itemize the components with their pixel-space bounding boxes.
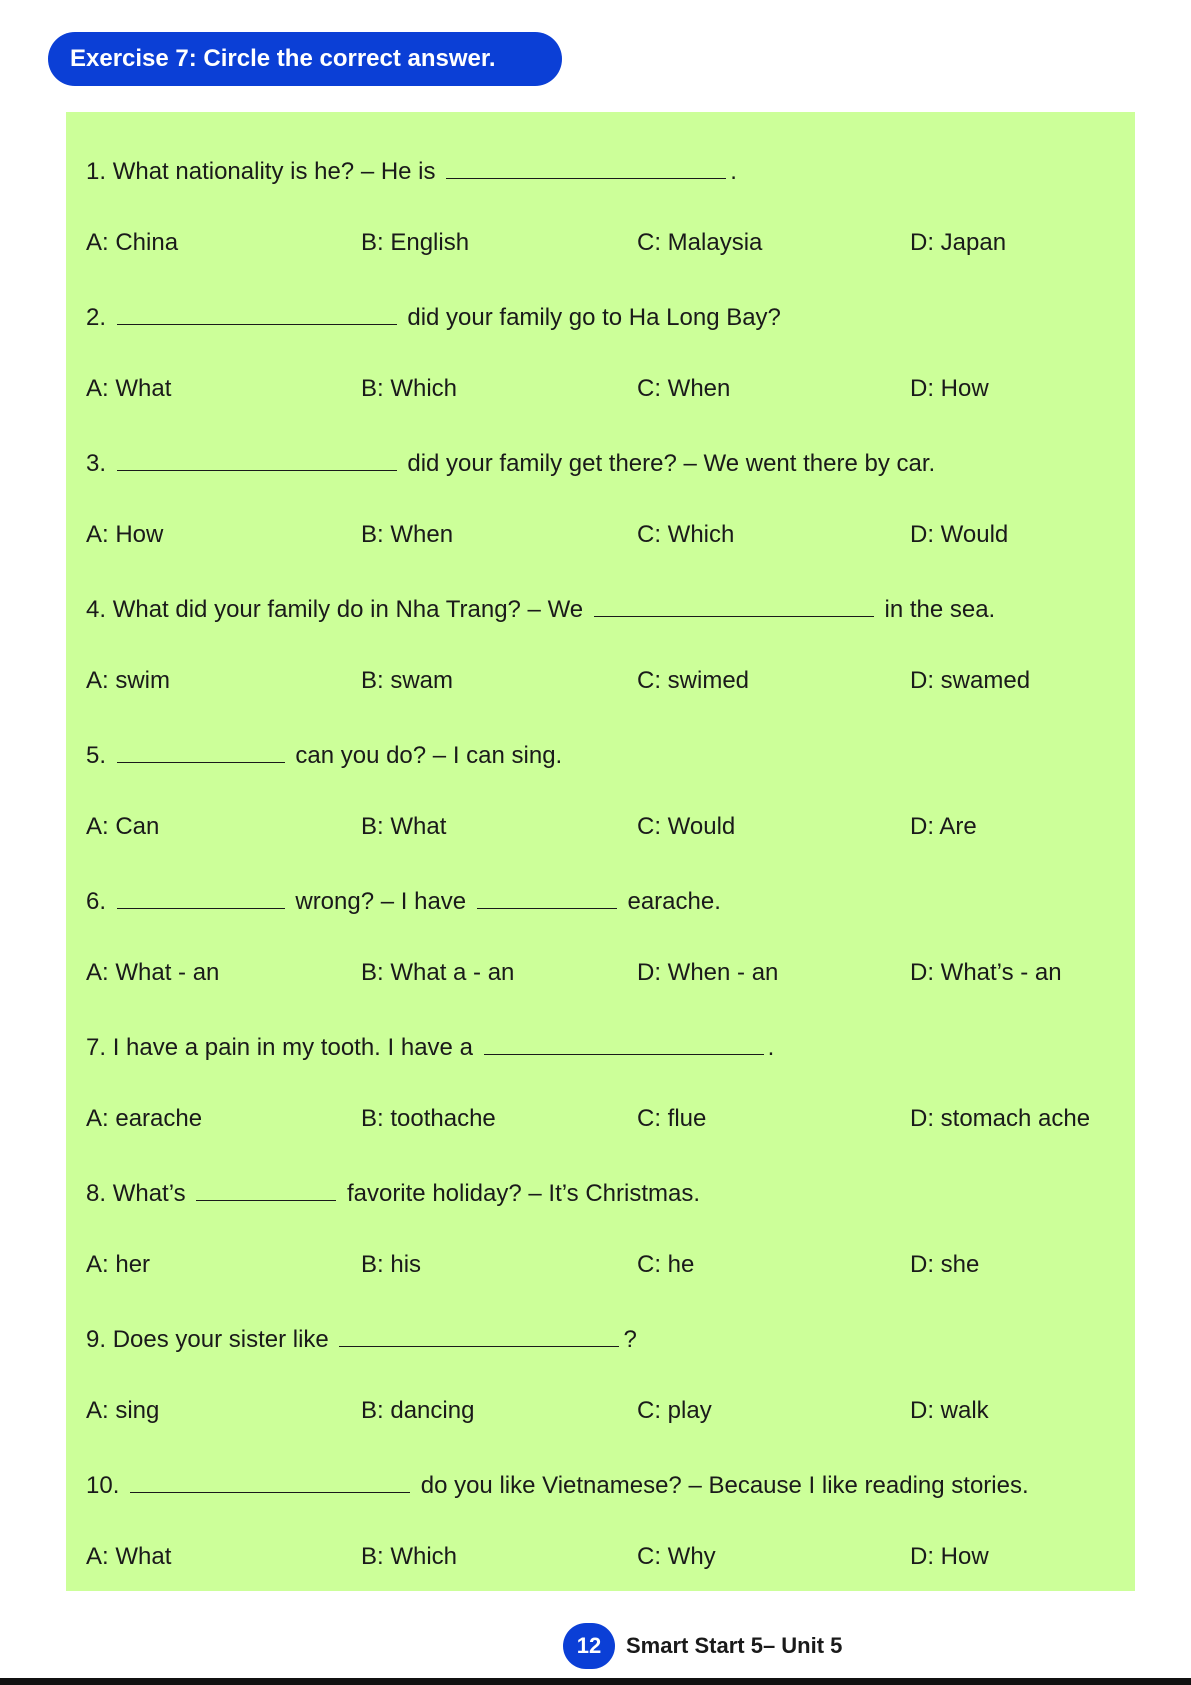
answer-blank xyxy=(130,1470,410,1493)
question-number: 7. xyxy=(86,1034,107,1061)
answer-option[interactable]: C: Would xyxy=(637,813,736,840)
question-number: 1. xyxy=(86,158,107,185)
answer-options-7 xyxy=(0,1105,1191,1135)
answer-option[interactable]: B: his xyxy=(361,1251,422,1278)
answer-option[interactable]: B: What xyxy=(361,813,447,840)
answer-options-1 xyxy=(0,229,1191,259)
answer-option[interactable]: D: Are xyxy=(910,813,977,840)
answer-option[interactable]: D: How xyxy=(910,1543,989,1570)
answer-option[interactable]: D: How xyxy=(910,375,989,402)
question-text: ? xyxy=(623,1326,637,1353)
answer-blank xyxy=(117,886,285,909)
answer-blank xyxy=(117,740,285,763)
answer-option[interactable]: D: stomach ache xyxy=(910,1105,1091,1132)
question-text: favorite holiday? – It’s Christmas. xyxy=(346,1180,700,1207)
question-9 xyxy=(86,1324,637,1354)
answer-option[interactable]: A: Can xyxy=(86,813,160,840)
answer-option[interactable]: D: What’s - an xyxy=(910,959,1062,986)
question-text: did your family get there? – We went there by car. xyxy=(407,450,936,477)
answer-options-2 xyxy=(0,375,1191,405)
question-number: 5. xyxy=(86,742,107,769)
answer-option[interactable]: B: When xyxy=(361,521,454,548)
answer-option[interactable]: D: she xyxy=(910,1251,980,1278)
question-text: What did your family do in Nha Trang? – We xyxy=(112,596,584,623)
answer-blank xyxy=(117,448,397,471)
question-10 xyxy=(86,1470,1029,1500)
question-text: did your family go to Ha Long Bay? xyxy=(407,304,781,331)
answer-option[interactable]: A: swim xyxy=(86,667,170,694)
answer-option[interactable]: A: her xyxy=(86,1251,151,1278)
answer-options-8 xyxy=(0,1251,1191,1281)
answer-option[interactable]: A: What - an xyxy=(86,959,220,986)
answer-option[interactable]: C: Which xyxy=(637,521,735,548)
answer-option[interactable]: B: dancing xyxy=(361,1397,475,1424)
answer-option[interactable]: C: Why xyxy=(637,1543,716,1570)
question-7 xyxy=(86,1032,774,1062)
question-number: 8. xyxy=(86,1180,107,1207)
answer-option[interactable]: D: Would xyxy=(910,521,1009,548)
question-1 xyxy=(86,156,737,186)
answer-blank xyxy=(339,1324,619,1347)
answer-option[interactable]: A: What xyxy=(86,1543,172,1570)
question-4 xyxy=(86,594,995,624)
answer-option[interactable]: A: earache xyxy=(86,1105,203,1132)
answer-option[interactable]: C: swimed xyxy=(637,667,750,694)
question-text: earache. xyxy=(627,888,721,915)
answer-option[interactable]: C: When xyxy=(637,375,731,402)
answer-option[interactable]: A: How xyxy=(86,521,164,548)
answer-option[interactable]: C: play xyxy=(637,1397,712,1424)
question-number: 3. xyxy=(86,450,107,477)
answer-options-3 xyxy=(0,521,1191,551)
answer-option[interactable]: D: walk xyxy=(910,1397,989,1424)
answer-blank xyxy=(196,1178,336,1201)
question-text: I have a pain in my tooth. I have a xyxy=(112,1034,473,1061)
question-number: 10. xyxy=(86,1472,120,1499)
answer-option[interactable]: B: swam xyxy=(361,667,454,694)
question-6 xyxy=(86,886,721,916)
answer-option[interactable]: B: Which xyxy=(361,1543,458,1570)
book-unit-label: Smart Start 5– Unit 5 xyxy=(626,1633,843,1658)
answer-options-6 xyxy=(0,959,1191,989)
answer-options-5 xyxy=(0,813,1191,843)
answer-blank xyxy=(446,156,726,179)
answer-option[interactable]: B: Which xyxy=(361,375,458,402)
answer-option[interactable]: A: sing xyxy=(86,1397,160,1424)
answer-blank xyxy=(477,886,617,909)
answer-option[interactable]: B: toothache xyxy=(361,1105,496,1132)
answer-option[interactable]: B: What a - an xyxy=(361,959,515,986)
answer-option[interactable]: D: When - an xyxy=(637,959,779,986)
answer-blank xyxy=(484,1032,764,1055)
question-number: 9. xyxy=(86,1326,107,1353)
question-5 xyxy=(86,740,562,770)
answer-option[interactable]: B: English xyxy=(361,229,470,256)
questions-panel xyxy=(66,112,1135,1591)
answer-blank xyxy=(117,302,397,325)
exercise-title: Exercise 7: Circle the correct answer. xyxy=(48,32,562,86)
answer-options-4 xyxy=(0,667,1191,697)
answer-options-9 xyxy=(0,1397,1191,1427)
question-2 xyxy=(86,302,781,332)
question-text: do you like Vietnamese? – Because I like reading stories. xyxy=(420,1472,1029,1499)
question-8 xyxy=(86,1178,700,1208)
question-3 xyxy=(86,448,935,478)
question-number: 2. xyxy=(86,304,107,331)
question-text: wrong? – I have xyxy=(295,888,467,915)
answer-option[interactable]: C: Malaysia xyxy=(637,229,763,256)
question-text: . xyxy=(730,158,737,185)
answer-options-10 xyxy=(0,1543,1191,1573)
answer-option[interactable]: D: swamed xyxy=(910,667,1031,694)
answer-option[interactable]: A: China xyxy=(86,229,179,256)
answer-option[interactable]: C: flue xyxy=(637,1105,707,1132)
answer-blank xyxy=(594,594,874,617)
page-number-badge: 12 xyxy=(563,1623,615,1669)
question-text: Does your sister like xyxy=(112,1326,329,1353)
question-number: 6. xyxy=(86,888,107,915)
question-text: What nationality is he? – He is xyxy=(112,158,436,185)
question-text: in the sea. xyxy=(884,596,996,623)
bottom-divider xyxy=(0,1678,1191,1685)
question-text: can you do? – I can sing. xyxy=(295,742,563,769)
question-text: . xyxy=(767,1034,775,1061)
answer-option[interactable]: A: What xyxy=(86,375,172,402)
question-number: 4. xyxy=(86,596,107,623)
answer-option[interactable]: D: Japan xyxy=(910,229,1007,256)
answer-option[interactable]: C: he xyxy=(637,1251,695,1278)
question-text: What’s xyxy=(112,1180,186,1207)
